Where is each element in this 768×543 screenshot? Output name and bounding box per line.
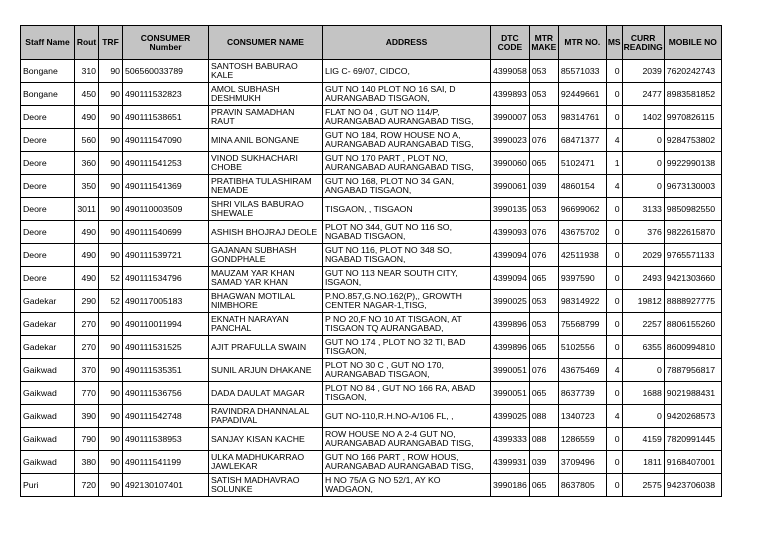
cell-trf: 90 <box>99 474 123 497</box>
header-ms: MS <box>606 26 622 60</box>
cell-consumer-name: MINA ANIL BONGANE <box>209 129 323 152</box>
cell-trf: 52 <box>99 290 123 313</box>
header-rout: Rout <box>75 26 99 60</box>
cell-rout: 720 <box>75 474 99 497</box>
cell-mtr-no: 68471377 <box>558 129 606 152</box>
cell-mtr-make: 053 <box>529 313 558 336</box>
cell-consumer-name: SANJAY KISAN KACHE <box>209 428 323 451</box>
table-row <box>21 290 722 313</box>
cell-mtr-make: 065 <box>529 267 558 290</box>
header-staff-name: Staff Name <box>21 26 75 60</box>
cell-dtc-code: 4399931 <box>491 451 530 474</box>
cell-staff-name: Deore <box>21 152 75 175</box>
table-row <box>21 336 722 359</box>
cell-consumer-number: 506560033789 <box>123 60 209 83</box>
cell-ms: 0 <box>606 106 622 129</box>
cell-staff-name: Deore <box>21 198 75 221</box>
cell-consumer-number: 490111541199 <box>123 451 209 474</box>
cell-mtr-no: 5102471 <box>558 152 606 175</box>
cell-mtr-no: 98314922 <box>558 290 606 313</box>
cell-rout: 380 <box>75 451 99 474</box>
cell-ms: 4 <box>606 405 622 428</box>
table-row <box>21 405 722 428</box>
header-consumer-number: CONSUMER Number <box>123 26 209 60</box>
cell-mtr-make: 065 <box>529 152 558 175</box>
cell-mtr-no: 8637739 <box>558 382 606 405</box>
cell-consumer-name: RAVINDRA DHANNALAL PAPADIVAL <box>209 405 323 428</box>
cell-address: FLAT NO 04 , GUT NO 114/P, AURANGABAD AURANGABAD TISG, <box>323 106 491 129</box>
header-mobile-no: MOBILE NO <box>664 26 721 60</box>
cell-mtr-make: 053 <box>529 198 558 221</box>
cell-rout: 270 <box>75 313 99 336</box>
cell-mobile-no: 7620242743 <box>664 60 721 83</box>
cell-mtr-make: 053 <box>529 60 558 83</box>
cell-curr-reading: 4159 <box>622 428 664 451</box>
consumer-table <box>20 25 722 497</box>
cell-rout: 290 <box>75 290 99 313</box>
cell-mobile-no: 8888927775 <box>664 290 721 313</box>
table-row <box>21 83 722 106</box>
cell-consumer-number: 490111541253 <box>123 152 209 175</box>
table-row <box>21 382 722 405</box>
cell-staff-name: Deore <box>21 175 75 198</box>
cell-consumer-number: 490111540699 <box>123 221 209 244</box>
cell-dtc-code: 4399333 <box>491 428 530 451</box>
cell-rout: 490 <box>75 267 99 290</box>
cell-consumer-number: 490111547090 <box>123 129 209 152</box>
cell-rout: 490 <box>75 221 99 244</box>
table-row <box>21 359 722 382</box>
cell-consumer-number: 490111538651 <box>123 106 209 129</box>
cell-curr-reading: 3133 <box>622 198 664 221</box>
header-consumer-name: CONSUMER NAME <box>209 26 323 60</box>
cell-mtr-no: 8637805 <box>558 474 606 497</box>
cell-dtc-code: 3990061 <box>491 175 530 198</box>
cell-trf: 90 <box>99 428 123 451</box>
table-row <box>21 313 722 336</box>
cell-curr-reading: 0 <box>622 405 664 428</box>
cell-dtc-code: 4399896 <box>491 336 530 359</box>
cell-trf: 90 <box>99 129 123 152</box>
cell-staff-name: Deore <box>21 129 75 152</box>
cell-staff-name: Gadekar <box>21 313 75 336</box>
table-row <box>21 221 722 244</box>
cell-consumer-name: DADA DAULAT MAGAR <box>209 382 323 405</box>
cell-consumer-name: SANTOSH BABURAO KALE <box>209 60 323 83</box>
cell-consumer-name: VINOD SUKHACHARI CHOBE <box>209 152 323 175</box>
cell-mtr-no: 75568799 <box>558 313 606 336</box>
cell-mtr-no: 9397590 <box>558 267 606 290</box>
cell-ms: 0 <box>606 83 622 106</box>
cell-mtr-no: 3709496 <box>558 451 606 474</box>
cell-curr-reading: 2493 <box>622 267 664 290</box>
cell-staff-name: Gaikwad <box>21 382 75 405</box>
cell-rout: 490 <box>75 106 99 129</box>
cell-trf: 90 <box>99 313 123 336</box>
cell-address: GUT NO 184, ROW HOUSE NO A, AURANGABAD AURANGABAD TISG, <box>323 129 491 152</box>
cell-consumer-number: 490111539721 <box>123 244 209 267</box>
cell-consumer-number: 490111541369 <box>123 175 209 198</box>
cell-consumer-name: EKNATH NARAYAN PANCHAL <box>209 313 323 336</box>
cell-curr-reading: 19812 <box>622 290 664 313</box>
cell-address: TISGAON, , TISGAON <box>323 198 491 221</box>
cell-curr-reading: 0 <box>622 359 664 382</box>
table-row <box>21 474 722 497</box>
cell-dtc-code: 4399893 <box>491 83 530 106</box>
cell-dtc-code: 4399094 <box>491 244 530 267</box>
cell-consumer-number: 490111542748 <box>123 405 209 428</box>
table-row <box>21 451 722 474</box>
cell-ms: 0 <box>606 428 622 451</box>
cell-mtr-no: 85571033 <box>558 60 606 83</box>
cell-trf: 90 <box>99 198 123 221</box>
cell-staff-name: Deore <box>21 106 75 129</box>
cell-consumer-number: 490110011994 <box>123 313 209 336</box>
cell-dtc-code: 3990023 <box>491 129 530 152</box>
cell-rout: 560 <box>75 129 99 152</box>
cell-ms: 0 <box>606 60 622 83</box>
table-body <box>21 60 722 497</box>
cell-trf: 90 <box>99 405 123 428</box>
cell-trf: 52 <box>99 267 123 290</box>
cell-mobile-no: 9673130003 <box>664 175 721 198</box>
cell-mobile-no: 9922990138 <box>664 152 721 175</box>
cell-consumer-number: 490111531525 <box>123 336 209 359</box>
cell-mtr-make: 088 <box>529 428 558 451</box>
cell-mobile-no: 8806155260 <box>664 313 721 336</box>
cell-address: GUT NO-110,R.H.NO-A/106 FL, , <box>323 405 491 428</box>
cell-dtc-code: 3990186 <box>491 474 530 497</box>
cell-ms: 4 <box>606 359 622 382</box>
cell-mobile-no: 9765571133 <box>664 244 721 267</box>
cell-address: H NO 75/A G NO 52/1, AY KO WADGAON, <box>323 474 491 497</box>
cell-curr-reading: 2477 <box>622 83 664 106</box>
cell-mtr-make: 076 <box>529 221 558 244</box>
table-row <box>21 428 722 451</box>
cell-consumer-name: ULKA MADHUKARRAO JAWLEKAR <box>209 451 323 474</box>
cell-mtr-make: 053 <box>529 83 558 106</box>
cell-mtr-no: 5102556 <box>558 336 606 359</box>
cell-trf: 90 <box>99 83 123 106</box>
cell-rout: 350 <box>75 175 99 198</box>
cell-curr-reading: 2029 <box>622 244 664 267</box>
cell-rout: 370 <box>75 359 99 382</box>
cell-ms: 0 <box>606 267 622 290</box>
header-trf: TRF <box>99 26 123 60</box>
cell-staff-name: Gadekar <box>21 290 75 313</box>
cell-address: GUT NO 174 , PLOT NO 32 TI, BAD TISGAON, <box>323 336 491 359</box>
cell-consumer-number: 490117005183 <box>123 290 209 313</box>
table-row <box>21 106 722 129</box>
cell-curr-reading: 2039 <box>622 60 664 83</box>
cell-mtr-make: 039 <box>529 175 558 198</box>
cell-trf: 90 <box>99 152 123 175</box>
cell-dtc-code: 4399025 <box>491 405 530 428</box>
cell-curr-reading: 6355 <box>622 336 664 359</box>
cell-trf: 90 <box>99 60 123 83</box>
cell-mtr-no: 98314761 <box>558 106 606 129</box>
cell-ms: 0 <box>606 244 622 267</box>
header-mtr-make: MTR MAKE <box>529 26 558 60</box>
cell-curr-reading: 1811 <box>622 451 664 474</box>
cell-mobile-no: 8983581852 <box>664 83 721 106</box>
cell-dtc-code: 4399094 <box>491 267 530 290</box>
table-row <box>21 267 722 290</box>
cell-curr-reading: 1688 <box>622 382 664 405</box>
cell-trf: 90 <box>99 244 123 267</box>
cell-consumer-name: BHAGWAN MOTILAL NIMBHORE <box>209 290 323 313</box>
cell-dtc-code: 3990051 <box>491 359 530 382</box>
cell-mobile-no: 9421303660 <box>664 267 721 290</box>
cell-rout: 790 <box>75 428 99 451</box>
cell-dtc-code: 3990135 <box>491 198 530 221</box>
cell-ms: 0 <box>606 290 622 313</box>
cell-address: P NO 20,F NO 10 AT TISGAON, AT TISGAON TQ AURANGABAD, <box>323 313 491 336</box>
cell-ms: 4 <box>606 129 622 152</box>
cell-address: PLOT NO 30 C , GUT NO 170, AURANGABAD TISGAON, <box>323 359 491 382</box>
cell-staff-name: Gadekar <box>21 336 75 359</box>
table-row <box>21 129 722 152</box>
cell-mtr-make: 076 <box>529 129 558 152</box>
cell-ms: 0 <box>606 451 622 474</box>
cell-staff-name: Deore <box>21 221 75 244</box>
cell-dtc-code: 3990007 <box>491 106 530 129</box>
cell-consumer-number: 490111536756 <box>123 382 209 405</box>
cell-consumer-name: PRATIBHA TULASHIRAM NEMADE <box>209 175 323 198</box>
cell-rout: 450 <box>75 83 99 106</box>
cell-consumer-number: 490111532823 <box>123 83 209 106</box>
cell-curr-reading: 0 <box>622 175 664 198</box>
cell-consumer-name: MAUZAM YAR KHAN SAMAD YAR KHAN <box>209 267 323 290</box>
cell-mtr-no: 96699062 <box>558 198 606 221</box>
cell-mtr-make: 076 <box>529 359 558 382</box>
cell-curr-reading: 2575 <box>622 474 664 497</box>
cell-staff-name: Deore <box>21 244 75 267</box>
cell-mobile-no: 9021988431 <box>664 382 721 405</box>
cell-address: GUT NO 166 PART , ROW HOUS, AURANGABAD AURANGABAD TISG, <box>323 451 491 474</box>
cell-consumer-name: ASHISH BHOJRAJ DEOLE <box>209 221 323 244</box>
cell-address: ROW HOUSE NO A 2-4 GUT NO, AURANGABAD AURANGABAD TISG, <box>323 428 491 451</box>
cell-mtr-no: 42511938 <box>558 244 606 267</box>
cell-staff-name: Bongane <box>21 60 75 83</box>
cell-trf: 90 <box>99 221 123 244</box>
cell-mtr-make: 088 <box>529 405 558 428</box>
cell-curr-reading: 1402 <box>622 106 664 129</box>
cell-mtr-make: 053 <box>529 106 558 129</box>
cell-curr-reading: 376 <box>622 221 664 244</box>
cell-ms: 4 <box>606 175 622 198</box>
cell-consumer-name: SUNIL ARJUN DHAKANE <box>209 359 323 382</box>
cell-trf: 90 <box>99 382 123 405</box>
cell-mtr-no: 4860154 <box>558 175 606 198</box>
cell-ms: 1 <box>606 152 622 175</box>
cell-dtc-code: 4399093 <box>491 221 530 244</box>
header-address: ADDRESS <box>323 26 491 60</box>
cell-rout: 490 <box>75 244 99 267</box>
cell-trf: 90 <box>99 451 123 474</box>
cell-consumer-number: 490110003509 <box>123 198 209 221</box>
cell-mobile-no: 9970826115 <box>664 106 721 129</box>
cell-mtr-no: 92449661 <box>558 83 606 106</box>
cell-mobile-no: 9168407001 <box>664 451 721 474</box>
cell-consumer-number: 490111538953 <box>123 428 209 451</box>
cell-consumer-number: 492130107401 <box>123 474 209 497</box>
table-row <box>21 175 722 198</box>
cell-address: GUT NO 170 PART , PLOT NO, AURANGABAD AURANGABAD TISG, <box>323 152 491 175</box>
header-row <box>21 26 722 60</box>
cell-consumer-number: 490111535351 <box>123 359 209 382</box>
cell-mtr-make: 053 <box>529 290 558 313</box>
cell-ms: 0 <box>606 221 622 244</box>
cell-mtr-no: 43675702 <box>558 221 606 244</box>
cell-rout: 390 <box>75 405 99 428</box>
cell-curr-reading: 0 <box>622 152 664 175</box>
cell-rout: 770 <box>75 382 99 405</box>
cell-trf: 90 <box>99 106 123 129</box>
table-row <box>21 152 722 175</box>
cell-mtr-make: 039 <box>529 451 558 474</box>
cell-staff-name: Bongane <box>21 83 75 106</box>
cell-mobile-no: 9423706038 <box>664 474 721 497</box>
cell-consumer-name: GAJANAN SUBHASH GONDPHALE <box>209 244 323 267</box>
cell-trf: 90 <box>99 359 123 382</box>
cell-consumer-number: 490111534796 <box>123 267 209 290</box>
cell-trf: 90 <box>99 336 123 359</box>
cell-address: PLOT NO 344, GUT NO 116 SO, NGABAD TISGAON, <box>323 221 491 244</box>
cell-dtc-code: 4399896 <box>491 313 530 336</box>
table-row <box>21 244 722 267</box>
cell-mobile-no: 7820991445 <box>664 428 721 451</box>
cell-mobile-no: 9850982550 <box>664 198 721 221</box>
cell-ms: 0 <box>606 313 622 336</box>
cell-staff-name: Gaikwad <box>21 451 75 474</box>
cell-dtc-code: 3990051 <box>491 382 530 405</box>
cell-consumer-name: AJIT PRAFULLA SWAIN <box>209 336 323 359</box>
cell-mtr-make: 065 <box>529 336 558 359</box>
cell-mobile-no: 9822615870 <box>664 221 721 244</box>
cell-rout: 270 <box>75 336 99 359</box>
cell-rout: 310 <box>75 60 99 83</box>
cell-consumer-name: PRAVIN SAMADHAN RAUT <box>209 106 323 129</box>
cell-consumer-name: SHRI VILAS BABURAO SHEWALE <box>209 198 323 221</box>
header-dtc-code: DTC CODE <box>491 26 530 60</box>
cell-address: GUT NO 116, PLOT NO 348 SO, NGABAD TISGAON, <box>323 244 491 267</box>
table-row <box>21 60 722 83</box>
cell-curr-reading: 2257 <box>622 313 664 336</box>
cell-dtc-code: 3990060 <box>491 152 530 175</box>
cell-staff-name: Gaikwad <box>21 428 75 451</box>
cell-mtr-no: 1340723 <box>558 405 606 428</box>
cell-mtr-no: 1286559 <box>558 428 606 451</box>
cell-address: GUT NO 113 NEAR SOUTH CITY, ISGAON, <box>323 267 491 290</box>
cell-dtc-code: 3990025 <box>491 290 530 313</box>
cell-trf: 90 <box>99 175 123 198</box>
header-mtr-no: MTR NO. <box>558 26 606 60</box>
cell-address: PLOT NO 84 , GUT NO 166 RA, ABAD TISGAON, <box>323 382 491 405</box>
cell-address: GUT NO 168, PLOT NO 34 GAN, ANGABAD TISGAON, <box>323 175 491 198</box>
cell-consumer-name: AMOL SUBHASH DESHMUKH <box>209 83 323 106</box>
cell-ms: 0 <box>606 382 622 405</box>
cell-mobile-no: 9420268573 <box>664 405 721 428</box>
cell-mobile-no: 7887956817 <box>664 359 721 382</box>
cell-staff-name: Gaikwad <box>21 405 75 428</box>
cell-curr-reading: 0 <box>622 129 664 152</box>
cell-ms: 0 <box>606 198 622 221</box>
cell-staff-name: Deore <box>21 267 75 290</box>
cell-address: LIG C- 69/07, CIDCO, <box>323 60 491 83</box>
cell-mtr-no: 43675469 <box>558 359 606 382</box>
cell-dtc-code: 4399058 <box>491 60 530 83</box>
cell-mobile-no: 9284753802 <box>664 129 721 152</box>
cell-staff-name: Gaikwad <box>21 359 75 382</box>
cell-mtr-make: 065 <box>529 382 558 405</box>
cell-ms: 0 <box>606 336 622 359</box>
cell-staff-name: Puri <box>21 474 75 497</box>
consumer-table-sheet <box>20 25 722 497</box>
cell-address: P.NO.857,G.NO.162(P),, GROWTH CENTER NAGAR-1,TISG, <box>323 290 491 313</box>
cell-consumer-name: SATISH MADHAVRAO SOLUNKE <box>209 474 323 497</box>
cell-mtr-make: 076 <box>529 244 558 267</box>
cell-address: GUT NO 140 PLOT NO 16 SAI, D AURANGABAD TISGAON, <box>323 83 491 106</box>
cell-mtr-make: 065 <box>529 474 558 497</box>
cell-rout: 360 <box>75 152 99 175</box>
cell-rout: 3011 <box>75 198 99 221</box>
table-row <box>21 198 722 221</box>
cell-mobile-no: 8600994810 <box>664 336 721 359</box>
cell-ms: 0 <box>606 474 622 497</box>
header-curr-reading: CURR READING <box>622 26 664 60</box>
